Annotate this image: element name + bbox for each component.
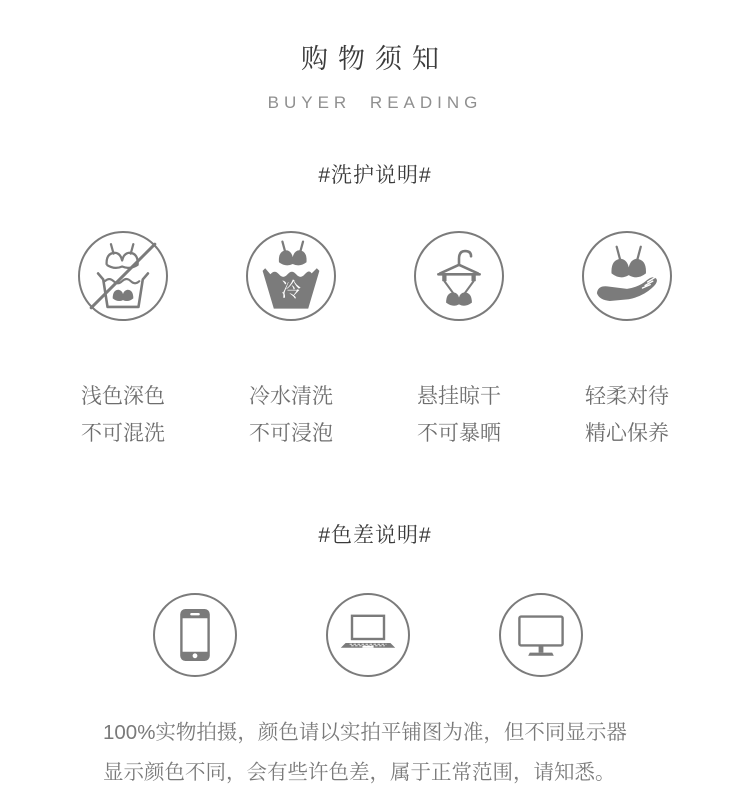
device-icon-row <box>153 593 583 677</box>
wash-care-caption-row <box>39 363 711 452</box>
gentle-care-icon <box>582 231 672 321</box>
note-line-1: 100%实物拍摄，颜色请以实拍平铺图为准，但不同显示器 <box>103 721 627 744</box>
page-title: 购物须知 <box>301 44 449 74</box>
wash-care-caption: 悬挂晾干 不可暴晒 <box>417 385 501 445</box>
no-mix-wash-icon <box>78 231 168 321</box>
wash-care-item <box>375 231 543 321</box>
cold-wash-icon <box>246 231 336 321</box>
hang-dry-icon <box>414 231 504 321</box>
wash-care-caption: 冷水清洗 不可浸泡 <box>249 385 333 445</box>
wash-care-caption: 浅色深色 不可混洗 <box>81 385 165 445</box>
cold-character: 冷 <box>281 279 301 302</box>
smartphone-icon <box>153 593 237 677</box>
monitor-icon <box>499 593 583 677</box>
laptop-icon <box>326 593 410 677</box>
note-line-2: 显示颜色不同，会有些许色差，属于正常范围，请知悉。 <box>103 761 616 784</box>
color-difference-note <box>103 713 663 793</box>
wash-care-heading: #洗护说明# <box>318 164 432 187</box>
wash-care-caption: 轻柔对待 精心保养 <box>585 385 669 445</box>
page-subtitle: BUYER READING <box>267 93 483 112</box>
wash-care-item <box>543 231 711 321</box>
wash-care-icon-row <box>39 231 711 321</box>
wash-care-item <box>207 231 375 321</box>
color-difference-heading: #色差说明# <box>318 524 432 547</box>
wash-care-item <box>39 231 207 321</box>
